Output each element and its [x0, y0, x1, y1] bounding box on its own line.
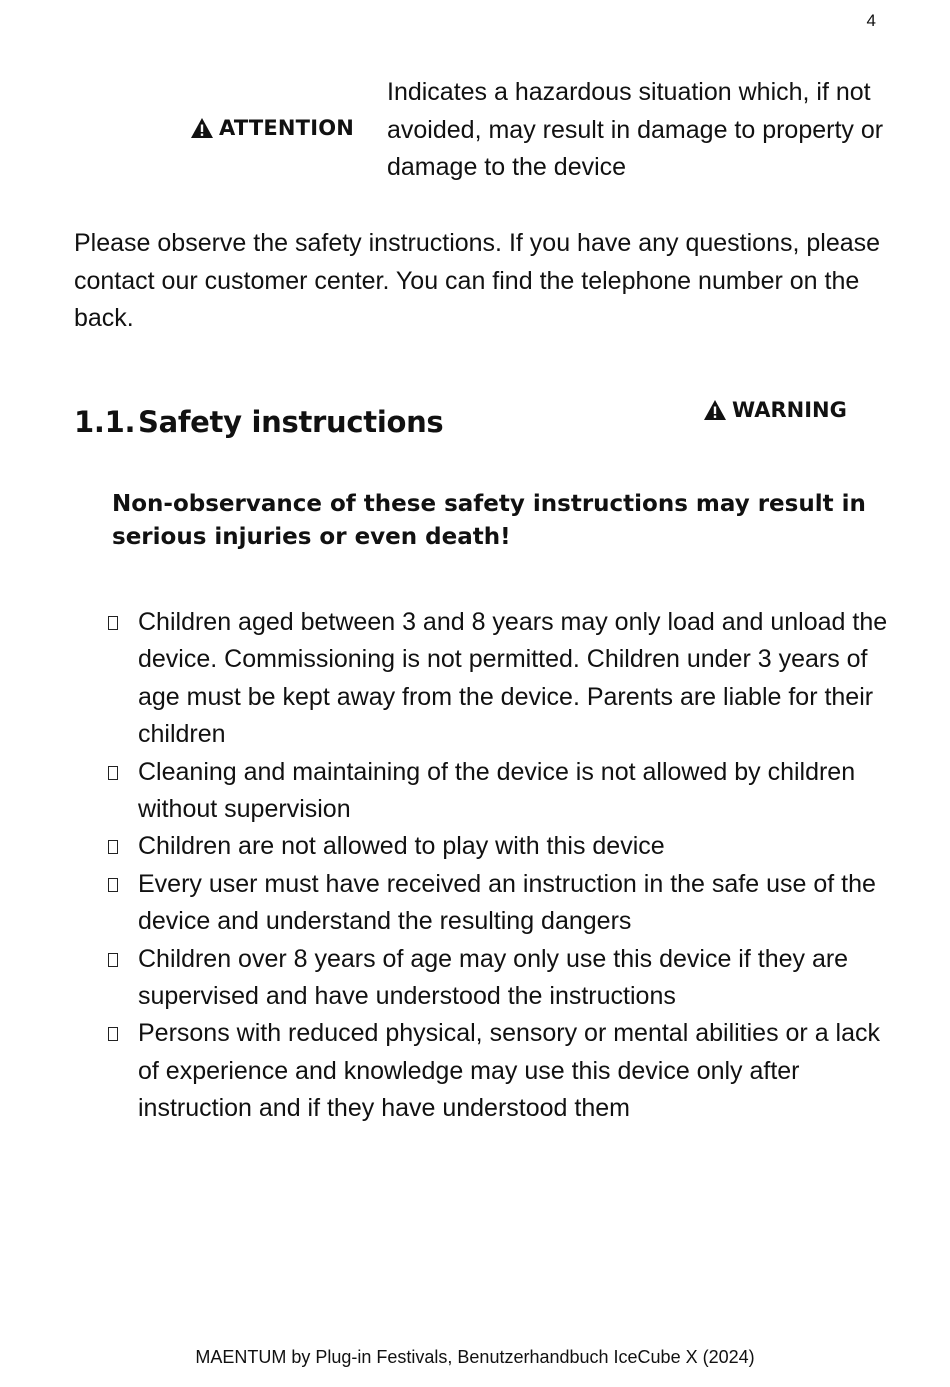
page-number: 4: [866, 11, 876, 30]
attention-description: Indicates a hazardous situation which, if not avoided, may result in damage to property or damage to the device: [387, 78, 884, 181]
warning-triangle-icon: [190, 117, 214, 139]
section-number: 1.1.: [74, 405, 136, 439]
list-item-text: Children aged between 3 and 8 years may only load and unload the device. Commissioning is not permitted. Children under 3 years of age must be kept away from the device. Parents are liable for their children: [138, 608, 888, 749]
section-title: Safety instructions: [138, 405, 444, 439]
warning-statement: Non-observance of these safety instructions may result in serious injuries or even death!: [112, 491, 866, 550]
section-heading: [74, 405, 443, 439]
bullet-box-icon: [108, 766, 118, 780]
list-item-text: Children over 8 years of age may only use this device if they are supervised and have understood the instructions: [138, 944, 849, 1011]
attention-label: [190, 116, 354, 140]
list-item-text: Cleaning and maintaining of the device is not allowed by children without supervision: [138, 757, 856, 824]
warning-triangle-icon: [703, 399, 727, 421]
bullet-box-icon: [108, 1027, 118, 1041]
list-item-text: Children are not allowed to play with this device: [138, 832, 665, 861]
list-item: [104, 1015, 894, 1127]
warning-label: [703, 398, 847, 422]
list-item: [104, 754, 894, 829]
list-item: [104, 941, 894, 1016]
list-item: [104, 828, 894, 865]
bullet-box-icon: [108, 840, 118, 854]
intro-paragraph: Please observe the safety instructions. If you have any questions, please contact our customer center. You can find the telephone number on the back.: [74, 229, 881, 332]
safety-instruction-list: [104, 604, 894, 1128]
list-item-text: Every user must have received an instruction in the safe use of the device and understand the resulting dangers: [138, 869, 876, 936]
bullet-box-icon: [108, 616, 118, 630]
warning-label-text: WARNING: [732, 398, 847, 422]
bullet-box-icon: [108, 953, 118, 967]
bullet-box-icon: [108, 878, 118, 892]
page-footer: MAENTUM by Plug-in Festivals, Benutzerhandbuch IceCube X (2024): [195, 1347, 755, 1367]
list-item: [104, 604, 894, 754]
list-item-text: Persons with reduced physical, sensory or mental abilities or a lack of experience and knowledge may use this device only after instruction and if they have understood them: [138, 1019, 881, 1123]
list-item: [104, 866, 894, 941]
attention-label-text: ATTENTION: [219, 116, 355, 140]
